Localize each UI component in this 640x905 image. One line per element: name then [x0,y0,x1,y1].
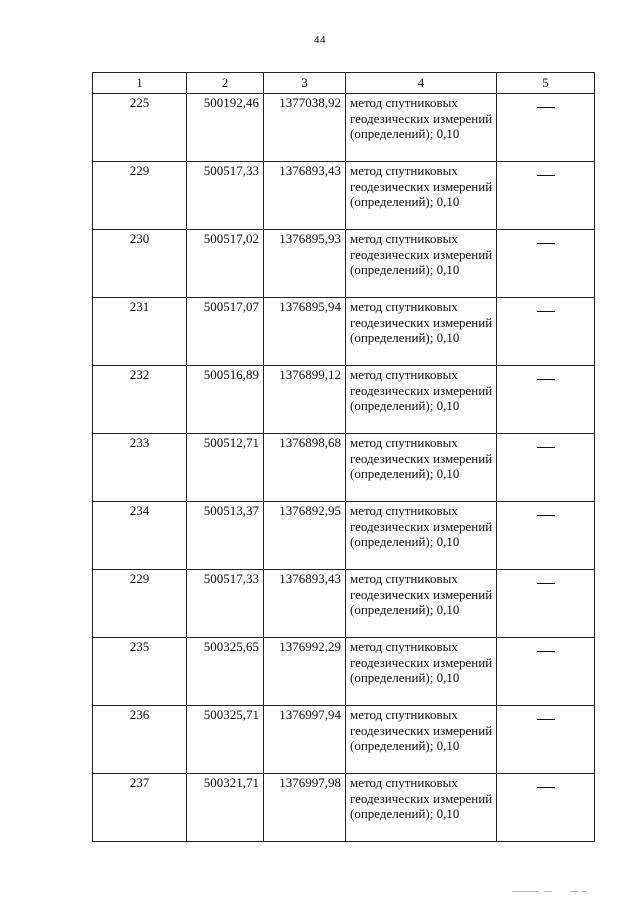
x-coordinate-cell: 500517,33 [187,570,264,638]
table-row [93,706,595,774]
dash-mark [537,583,555,584]
header-col-5: 5 [497,73,595,94]
point-cell: 236 [93,706,187,774]
precision-cell [497,366,595,434]
precision-cell [497,162,595,230]
table-body [93,94,595,842]
method-cell: метод спутниковых геодезических измерений (определений); 0,10 [346,774,497,842]
table-row [93,298,595,366]
precision-value [555,775,556,776]
y-coordinate-cell: 1376898,68 [264,434,346,502]
point-cell: 232 [93,366,187,434]
precision-value [555,571,556,572]
method-cell: метод спутниковых геодезических измерений (определений); 0,10 [346,638,497,706]
header-row [93,73,595,94]
y-coordinate-cell: 1376899,12 [264,366,346,434]
precision-cell [497,502,595,570]
precision-value [555,95,556,96]
precision-value [555,435,556,436]
y-coordinate-cell: 1376893,43 [264,570,346,638]
point-cell: 229 [93,570,187,638]
table-row [93,230,595,298]
header-col-4: 4 [346,73,497,94]
precision-cell [497,570,595,638]
table-row [93,434,595,502]
precision-cell [497,298,595,366]
precision-value [555,231,556,232]
precision-cell [497,706,595,774]
x-coordinate-cell: 500512,71 [187,434,264,502]
precision-cell [497,638,595,706]
x-coordinate-cell: 500325,65 [187,638,264,706]
x-coordinate-cell: 500517,07 [187,298,264,366]
method-cell: метод спутниковых геодезических измерений (определений); 0,10 [346,94,497,162]
dash-mark [537,787,555,788]
point-cell: 230 [93,230,187,298]
x-coordinate-cell: 500517,33 [187,162,264,230]
point-cell: 229 [93,162,187,230]
y-coordinate-cell: 1376992,29 [264,638,346,706]
x-coordinate-cell: 500192,46 [187,94,264,162]
x-coordinate-cell: 500321,71 [187,774,264,842]
page-number: 44 [314,34,326,46]
table-row [93,570,595,638]
table-row [93,638,595,706]
method-cell: метод спутниковых геодезических измерений (определений); 0,10 [346,162,497,230]
dash-mark [537,379,555,380]
precision-cell [497,94,595,162]
precision-cell [497,434,595,502]
footer-scan-marks [512,891,600,895]
precision-value [555,707,556,708]
header-col-1: 1 [93,73,187,94]
method-cell: метод спутниковых геодезических измерений (определений); 0,10 [346,706,497,774]
y-coordinate-cell: 1376895,93 [264,230,346,298]
table-row [93,162,595,230]
y-coordinate-cell: 1376893,43 [264,162,346,230]
x-coordinate-cell: 500325,71 [187,706,264,774]
header-col-3: 3 [264,73,346,94]
method-cell: метод спутниковых геодезических измерений (определений); 0,10 [346,230,497,298]
dash-mark [537,719,555,720]
precision-value [555,299,556,300]
method-cell: метод спутниковых геодезических измерений (определений); 0,10 [346,366,497,434]
point-cell: 234 [93,502,187,570]
table-row [93,774,595,842]
dash-mark [537,175,555,176]
point-cell: 233 [93,434,187,502]
y-coordinate-cell: 1377038,92 [264,94,346,162]
table-row [93,366,595,434]
y-coordinate-cell: 1376997,94 [264,706,346,774]
dash-mark [537,651,555,652]
header-col-2: 2 [187,73,264,94]
y-coordinate-cell: 1376892,95 [264,502,346,570]
dash-mark [537,515,555,516]
y-coordinate-cell: 1376895,94 [264,298,346,366]
method-cell: метод спутниковых геодезических измерений (определений); 0,10 [346,570,497,638]
coordinates-table [92,72,595,842]
method-cell: метод спутниковых геодезических измерений (определений); 0,10 [346,434,497,502]
table-row [93,502,595,570]
method-cell: метод спутниковых геодезических измерений (определений); 0,10 [346,502,497,570]
table-row [93,94,595,162]
precision-cell [497,774,595,842]
dash-mark [537,243,555,244]
precision-value [555,367,556,368]
method-cell: метод спутниковых геодезических измерений (определений); 0,10 [346,298,497,366]
x-coordinate-cell: 500517,02 [187,230,264,298]
point-cell: 231 [93,298,187,366]
dash-mark [537,311,555,312]
dash-mark [537,447,555,448]
dash-mark [537,107,555,108]
precision-value [555,163,556,164]
precision-value [555,639,556,640]
precision-cell [497,230,595,298]
x-coordinate-cell: 500516,89 [187,366,264,434]
point-cell: 225 [93,94,187,162]
y-coordinate-cell: 1376997,98 [264,774,346,842]
point-cell: 235 [93,638,187,706]
table-header [93,73,595,94]
x-coordinate-cell: 500513,37 [187,502,264,570]
point-cell: 237 [93,774,187,842]
precision-value [555,503,556,504]
